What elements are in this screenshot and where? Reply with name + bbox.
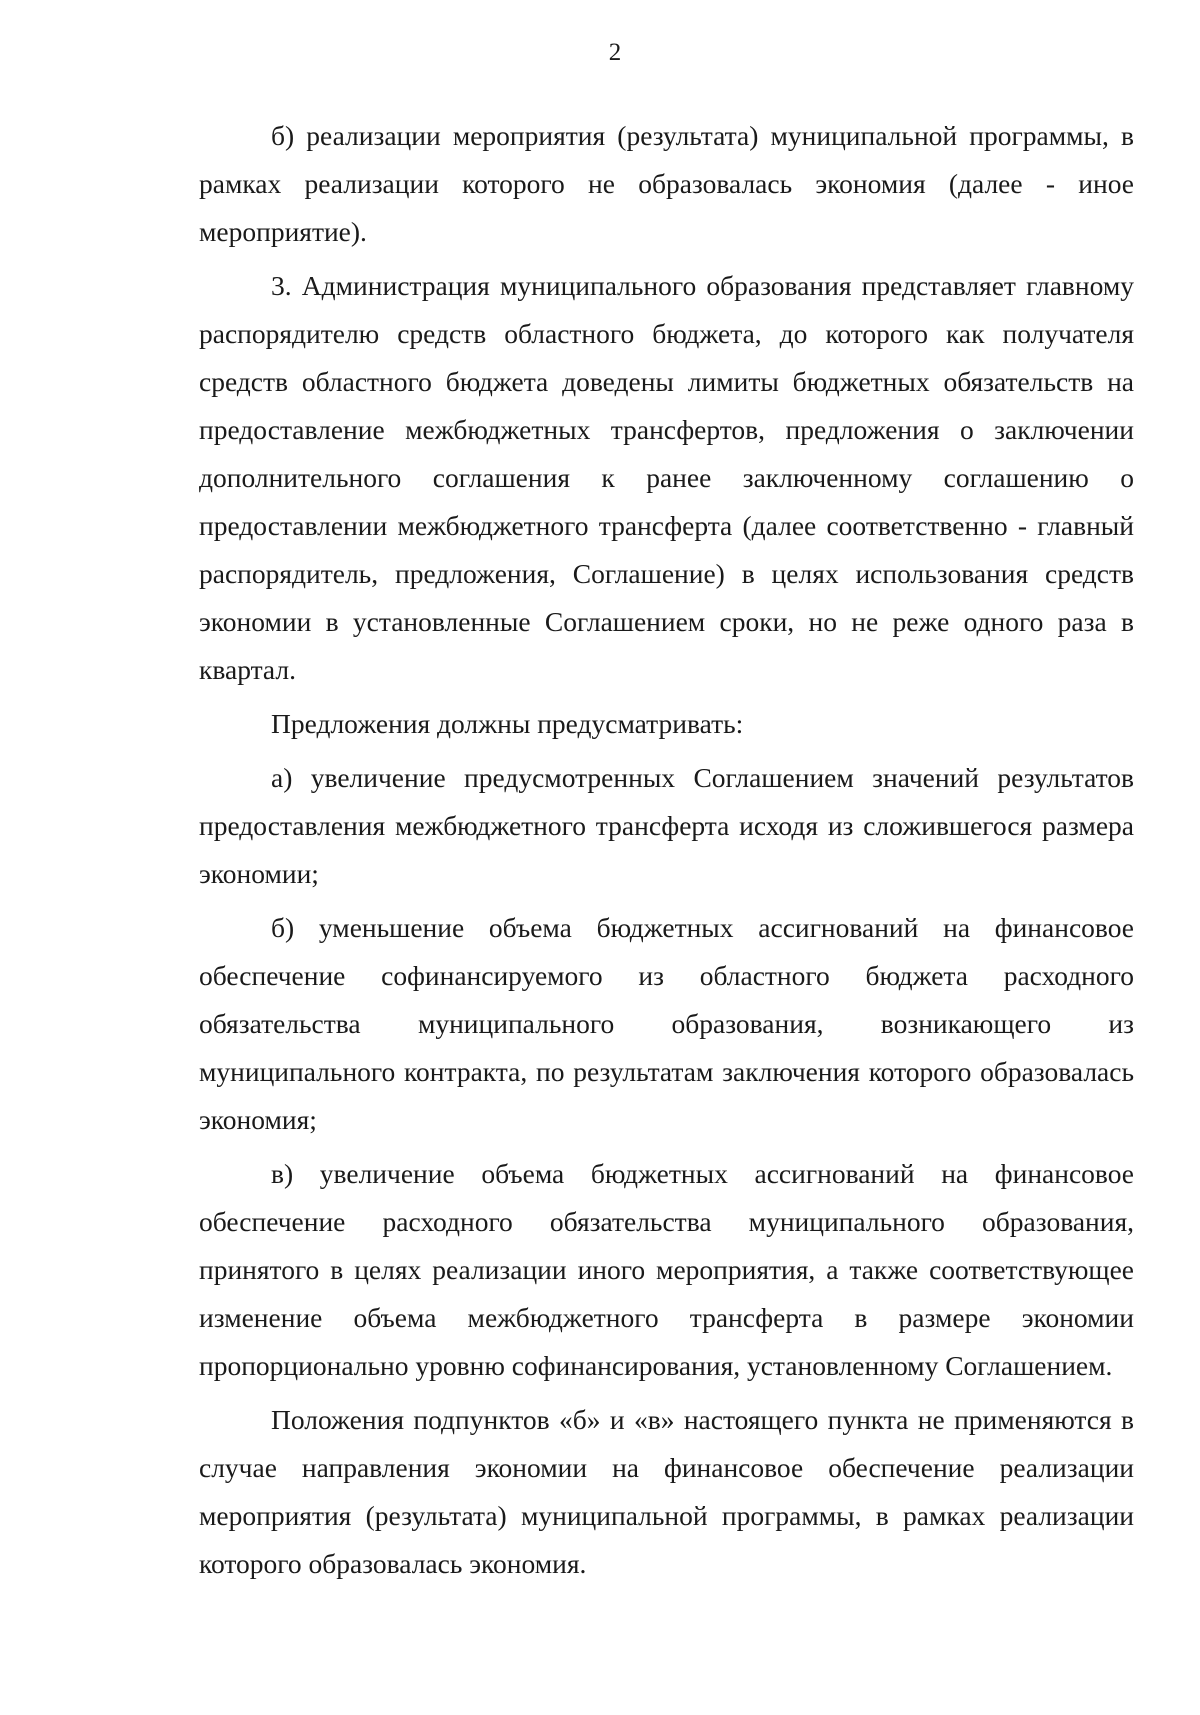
paragraph-subitem-a-increase-results: а) увеличение предусмотренных Соглашением значений результатов предоставления межбюджетного трансферта исходя из сложившегося размера экономии; <box>199 762 1134 889</box>
paragraph-exceptions-note: Положения подпунктов «б» и «в» настоящего пункта не применяются в случае направления экономии на финансовое обеспечение реализации мероприятия (результата) муниципальной программы, в рамках реализации которого образовалась экономия. <box>199 1404 1134 1579</box>
paragraph-proposals-intro: Предложения должны предусматривать: <box>271 708 744 739</box>
paragraph-item-3-administration-proposals: 3. Администрация муниципального образования представляет главному распорядителю средств областного бюджета, до которого как получателя средств областного бюджета доведены лимиты бюджетных обязательств на предоставление межбюджетных трансфертов, предложения о заключении дополнительного соглашения к ранее заключенному соглашению о предоставлении межбюджетного трансферта (далее соответственно - главный распорядитель, предложения, Соглашение) в целях использования средств экономии в установленные Соглашением сроки, но не реже одного раза в квартал. <box>199 270 1134 685</box>
paragraph-subitem-b-other-measure: б) реализации мероприятия (результата) муниципальной программы, в рамках реализации которого не образовалась экономия (далее - иное мероприятие). <box>199 120 1134 247</box>
document-body <box>199 112 1134 1588</box>
page-number: 2 <box>608 39 622 66</box>
paragraph-subitem-b-decrease-allocations: б) уменьшение объема бюджетных ассигнований на финансовое обеспечение софинансируемого из областного бюджета расходного обязательства муниципального образования, возникающего из муниципального контракта, по результатам заключения которого образовалась экономия; <box>199 912 1134 1135</box>
paragraph-subitem-v-increase-allocations: в) увеличение объема бюджетных ассигнований на финансовое обеспечение расходного обязательства муниципального образования, принятого в целях реализации иного мероприятия, а также соответствующее изменение объема межбюджетного трансферта в размере экономии пропорционально уровню софинансирования, установленному Соглашением. <box>199 1158 1134 1381</box>
